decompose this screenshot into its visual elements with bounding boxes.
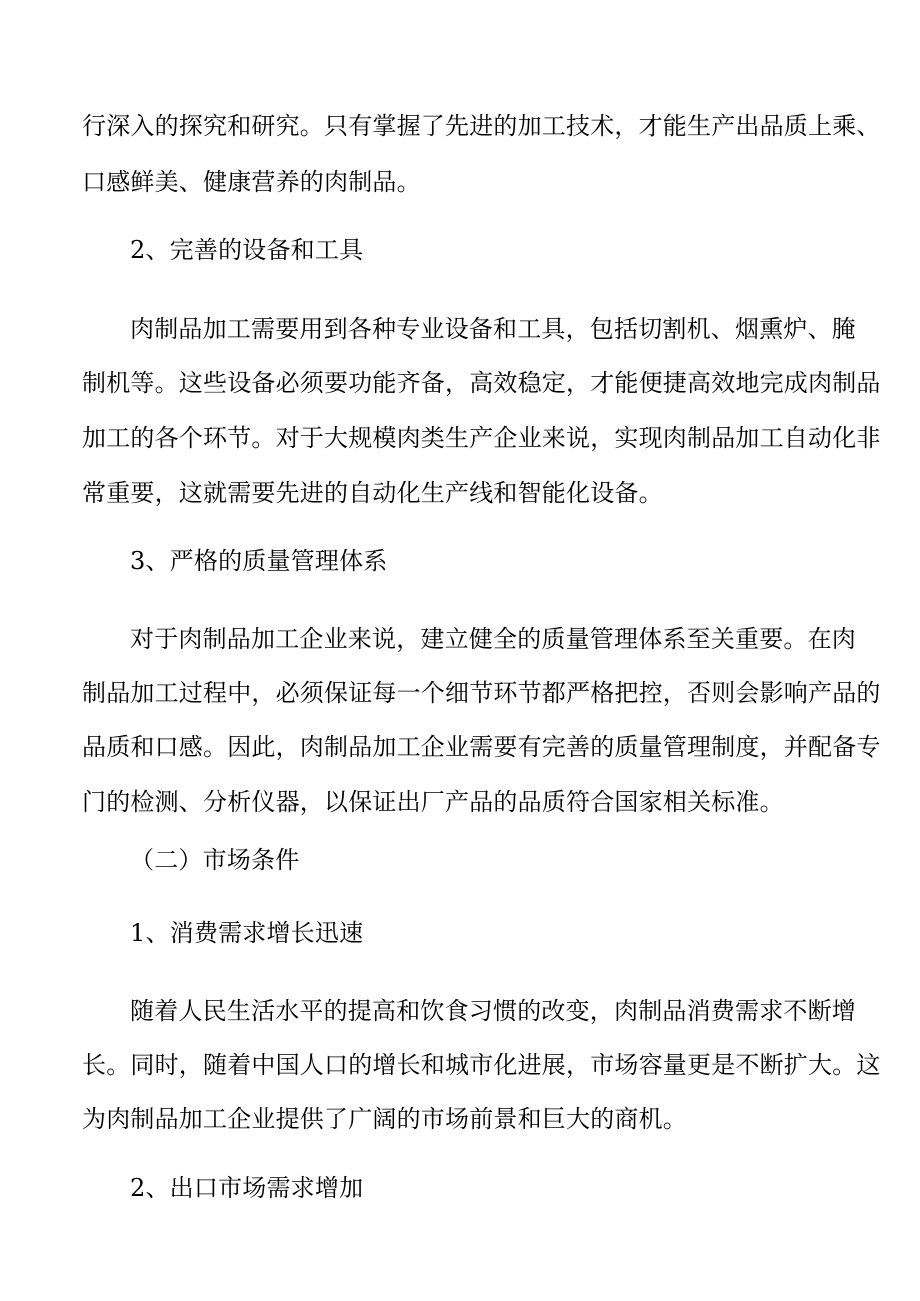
- paragraph-line: 为肉制品加工企业提供了广阔的市场前景和巨大的商机。: [82, 1105, 687, 1133]
- paragraph-line: 制机等。这些设备必须要功能齐备，高效稳定，才能便捷高效地完成肉制品: [82, 369, 881, 397]
- paragraph-line: 肉制品加工需要用到各种专业设备和工具，包括切割机、烟熏炉、腌: [130, 315, 856, 343]
- paragraph-line: 对于肉制品加工企业来说，建立健全的质量管理体系至关重要。在肉: [130, 625, 856, 653]
- paragraph-line: 加工的各个环节。对于大规模肉类生产企业来说，实现肉制品加工自动化非: [82, 424, 881, 452]
- paragraph-line: 随着人民生活水平的提高和饮食习惯的改变，肉制品消费需求不断增: [130, 997, 856, 1025]
- paragraph-line: 长。同时，随着中国人口的增长和城市化进展，市场容量更是不断扩大。这: [82, 1051, 881, 1079]
- paragraph-line: 门的检测、分析仪器，以保证出厂产品的品质符合国家相关标准。: [82, 788, 784, 816]
- paragraph-line: 制品加工过程中，必须保证每一个细节环节都严格把控，否则会影响产品的: [82, 679, 881, 707]
- section-heading-market-conditions: （二）市场条件: [130, 846, 300, 874]
- paragraph-line: 常重要，这就需要先进的自动化生产线和智能化设备。: [82, 479, 663, 507]
- subheading-equipment: 2、完善的设备和工具: [130, 236, 364, 264]
- subheading-consumer-demand: 1、消费需求增长迅速: [130, 919, 364, 947]
- subheading-export-demand: 2、出口市场需求增加: [130, 1174, 364, 1202]
- paragraph-line: 口感鲜美、健康营养的肉制品。: [82, 168, 421, 196]
- subheading-quality-system: 3、严格的质量管理体系: [130, 547, 388, 575]
- paragraph-line: 品质和口感。因此，肉制品加工企业需要有完善的质量管理制度，并配备专: [82, 733, 881, 761]
- paragraph-line: 行深入的探究和研究。只有掌握了先进的加工技术，才能生产出品质上乘、: [82, 112, 881, 140]
